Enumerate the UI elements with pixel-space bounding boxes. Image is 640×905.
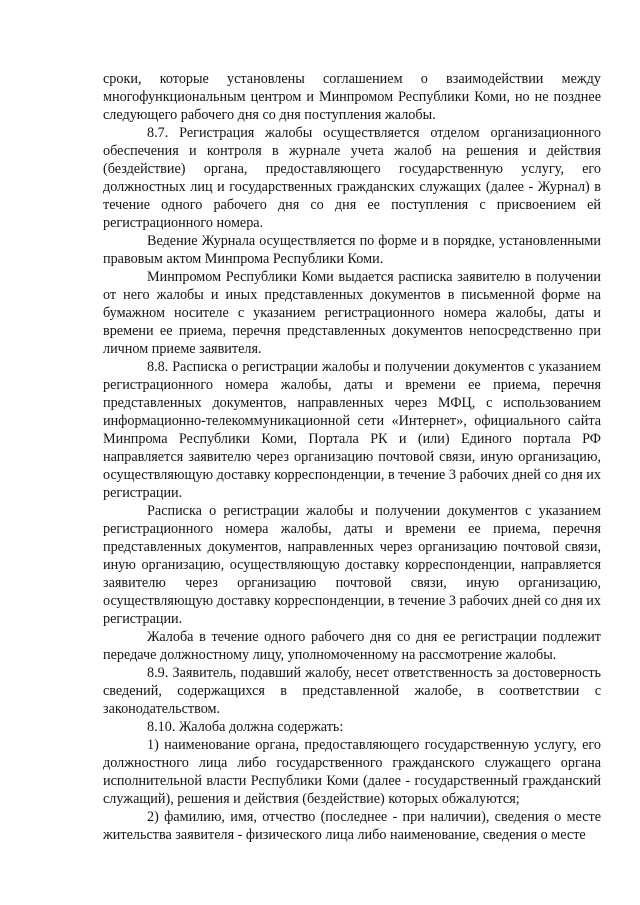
list-item-2: 2) фамилию, имя, отчество (последнее - при наличии), сведения о месте жительства заявителя - физического лица либо наименование, сведения о месте bbox=[103, 809, 601, 843]
paragraph-receipt-post: Расписка о регистрации жалобы и получении документов с указанием регистрационного номера жалобы, даты и времени ее приема, перечня представленных документов, направленных через организацию почтовой связи, иную организацию, осуществляющую доставку корреспонденции, направляется заявителю через организацию почтовой связи, иную организацию, осуществляющую доставку корреспонденции, в течение 3 рабочих дней со дня их регистрации. bbox=[103, 503, 601, 627]
paragraph-8-8: 8.8. Расписка о регистрации жалобы и получении документов с указанием регистрационного номера жалобы, даты и времени ее приема, перечня представленных документов, направленных через МФЦ, с использованием информационно-телекоммуникационной сети «Интернет», официального сайта Минпрома Республики Коми, Портала РК и (или) Единого портала РФ направляется заявителю через организацию почтовой связи, иную организацию, осуществляющую доставку корреспонденции, в течение 3 рабочих дней со дня их регистрации. bbox=[103, 359, 601, 501]
list-item-1: 1) наименование органа, предоставляющего государственную услугу, его должностного лица либо государственного гражданского служащего органа исполнительной власти Республики Коми (далее - государственный гражданский служащий), решения и действия (бездействие) которых обжалуются; bbox=[103, 737, 601, 807]
paragraph-journal: Ведение Журнала осуществляется по форме и в порядке, установленными правовым актом Минпрома Республики Коми. bbox=[103, 233, 601, 267]
document-body bbox=[103, 70, 601, 844]
paragraph-8-9: 8.9. Заявитель, подавший жалобу, несет ответственность за достоверность сведений, содержащихся в представленной жалобе, в соответствии с законодательством. bbox=[103, 665, 601, 717]
paragraph-receipt: Минпромом Республики Коми выдается расписка заявителю в получении от него жалобы и иных представленных документов в письменной форме на бумажном носителе с указанием регистрационного номера жалобы, даты и времени ее приема, перечня представленных документов непосредственно при личном приеме заявителя. bbox=[103, 269, 601, 357]
paragraph-1: сроки, которые установлены соглашением о взаимодействии между многофункциональным центром и Минпромом Республики Коми, но не позднее следующего рабочего дня со дня поступления жалобы. bbox=[103, 71, 601, 123]
paragraph-8-10: 8.10. Жалоба должна содержать: bbox=[147, 719, 344, 735]
paragraph-transfer: Жалоба в течение одного рабочего дня со дня ее регистрации подлежит передаче должностному лицу, уполномоченному на рассмотрение жалобы. bbox=[103, 629, 601, 663]
paragraph-8-7: 8.7. Регистрация жалобы осуществляется отделом организационного обеспечения и контроля в журнале учета жалоб на решения и действия (бездействие) органа, предоставляющего государственную услугу, его должностных лиц и государственных гражданских служащих (далее - Журнал) в течение одного рабочего дня со дня ее поступления с присвоением ей регистрационного номера. bbox=[103, 125, 601, 231]
